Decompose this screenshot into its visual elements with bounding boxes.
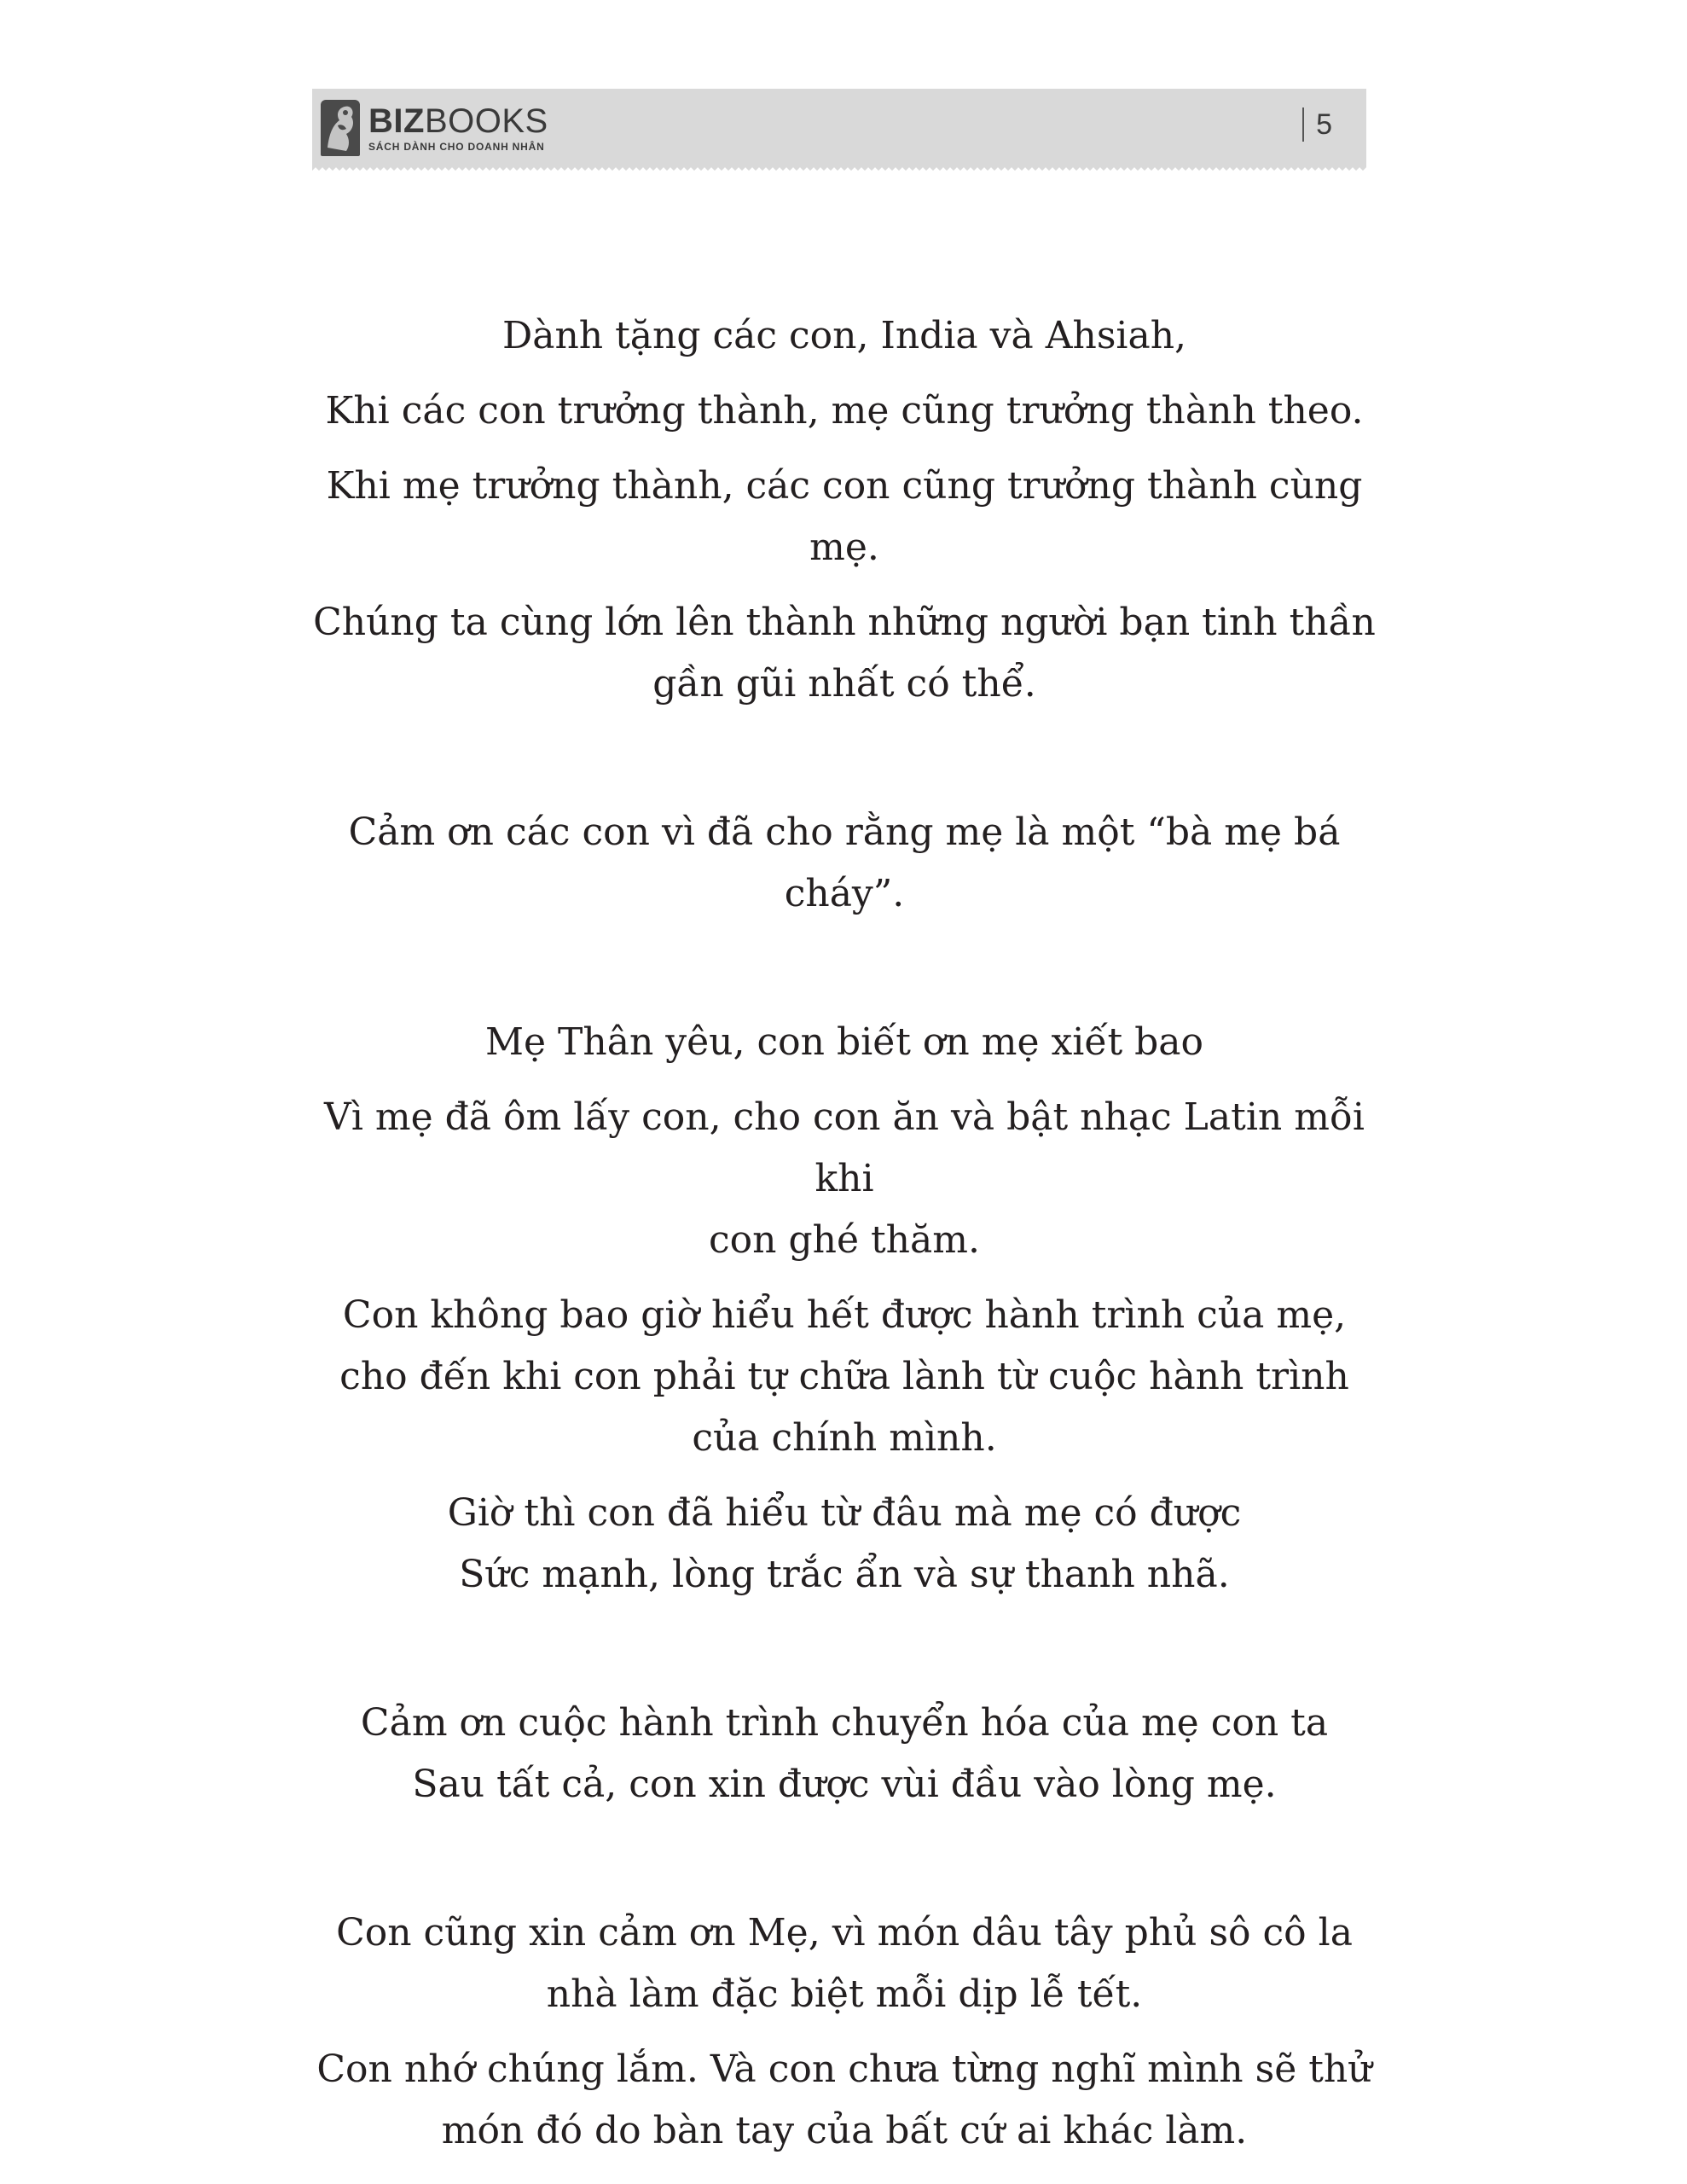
dedication-paragraph-8: Con không bao giờ hiểu hết được hành trình của mẹ, cho đến khi con phải tự chữa lành từ cuộc hành trình của chính mình. [339,1293,1349,1460]
bizbooks-logo-icon [321,100,360,156]
page-header [312,89,1366,167]
page-number: 5 [1316,107,1332,141]
dedication-paragraph-2: Khi các con trưởng thành, mẹ cũng trưởng thành theo. [325,389,1364,433]
dedication-paragraph-4: Chúng ta cùng lớn lên thành những người bạn tinh thần gần gũi nhất có thể. [313,601,1376,706]
dedication-paragraph-5: Cảm ơn các con vì đã cho rằng mẹ là một “bà mẹ bá cháy”. [348,810,1341,915]
dedication-text [290,305,1399,2162]
dedication-paragraph-1: Dành tặng các con, India và Ahsiah, [501,314,1187,357]
dedication-paragraph-7: Vì mẹ đã ôm lấy con, cho con ăn và bật nhạc Latin mỗi khi con ghé thăm. [324,1095,1365,1262]
brand-name-light: BOOKS [424,102,548,140]
dedication-paragraph-11: Con cũng xin cảm ơn Mẹ, vì món dâu tây phủ sô cô la nhà làm đặc biệt mỗi dịp lễ tết. [336,1911,1353,2016]
page-number-area [1302,107,1332,142]
bizbooks-logo [321,96,548,160]
brand-name-strong: BIZ [368,102,425,140]
logo-text [368,103,548,153]
dedication-paragraph-6: Mẹ Thân yêu, con biết ơn mẹ xiết bao [484,1020,1204,1064]
dedication-paragraph-3: Khi mẹ trưởng thành, các con cũng trưởng thành cùng mẹ. [326,464,1363,569]
page-number-divider [1302,107,1304,142]
dedication-paragraph-10: Cảm ơn cuộc hành trình chuyển hóa của mẹ con ta Sau tất cả, con xin được vùi đầu vào lòng mẹ. [360,1701,1329,1806]
brand-name [368,103,548,139]
dedication-paragraph-12: Con nhớ chúng lắm. Và con chưa từng nghĩ mình sẽ thử món đó do bàn tay của bất cứ ai khác làm. [316,2048,1372,2152]
brand-tagline: SÁCH DÀNH CHO DOANH NHÂN [368,141,545,153]
dedication-paragraph-9: Giờ thì con đã hiểu từ đâu mà mẹ có được Sức mạnh, lòng trắc ẩn và sự thanh nhã. [447,1491,1242,1596]
